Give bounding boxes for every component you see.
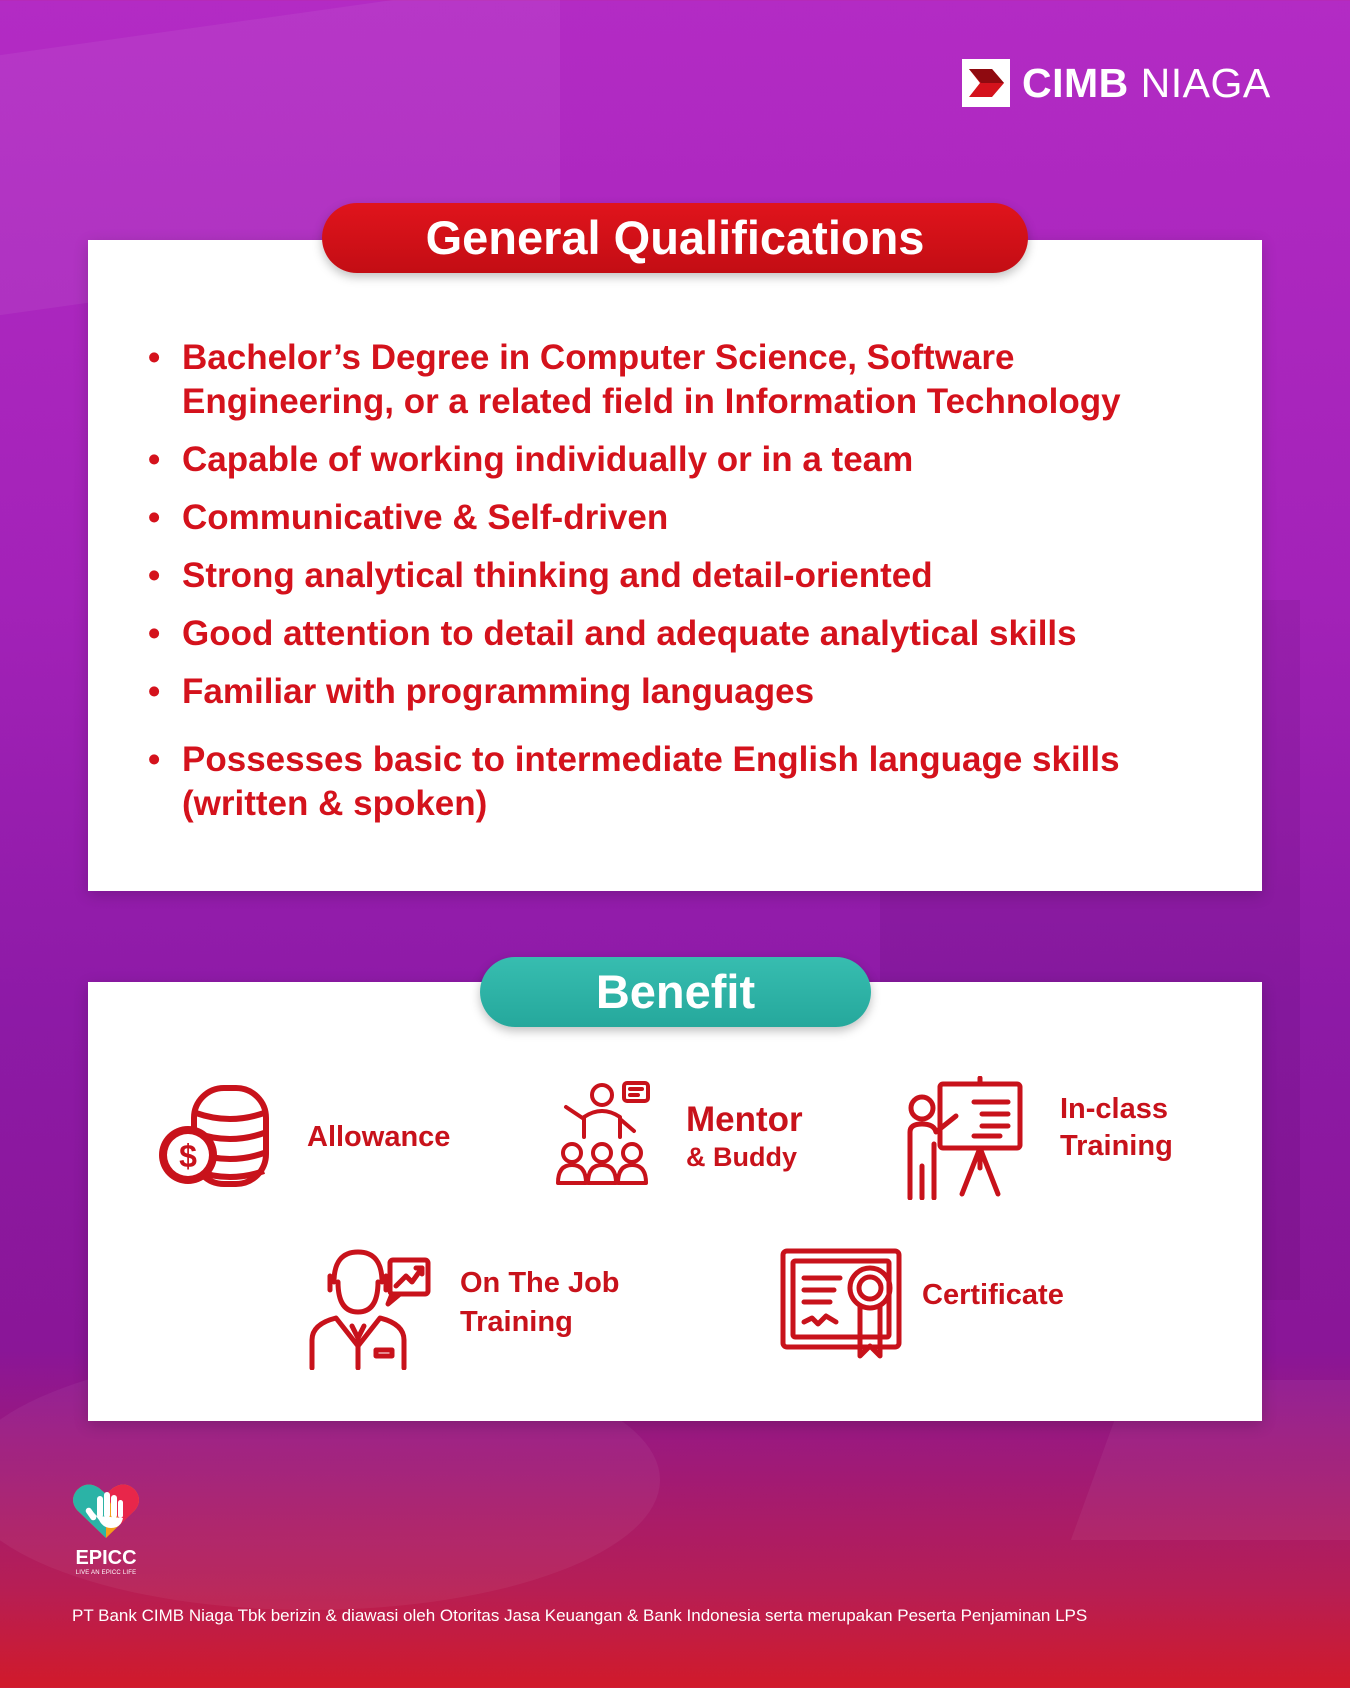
brand-name-light: NIAGA — [1140, 59, 1271, 106]
qualification-item — [148, 612, 1238, 656]
qualification-item — [148, 438, 1238, 482]
benefit-label: Training — [460, 1306, 573, 1338]
qualification-text: • Capable of working individually or in a team — [182, 440, 914, 479]
worker-chart-icon — [308, 1246, 434, 1370]
qualification-item — [148, 554, 1238, 598]
cimb-chevron-icon — [962, 59, 1010, 107]
qualification-text: • Strong analytical thinking and detail-oriented — [182, 556, 933, 595]
benefit-label: In-class — [1060, 1093, 1168, 1125]
qualification-text: • Bachelor’s Degree in Computer Science, Software — [182, 338, 1015, 377]
cimb-niaga-logo — [962, 58, 1271, 108]
qualification-text: (written & spoken) — [182, 784, 488, 823]
benefit-label: Training — [1060, 1130, 1173, 1162]
qualifications-list — [148, 336, 1238, 826]
epicc-tagline: LIVE AN EPICC LIFE — [75, 1570, 137, 1576]
qualification-text: • Good attention to detail and adequate analytical skills — [182, 614, 1077, 653]
qualification-text: Engineering, or a related field in Information Technology — [182, 382, 1121, 421]
qualification-item — [148, 670, 1238, 714]
qualification-text: • Possesses basic to intermediate English language skills — [182, 740, 1120, 779]
footer-disclaimer: PT Bank CIMB Niaga Tbk berizin & diawasi oleh Otoritas Jasa Keuangan & Bank Indonesia serta merupakan Peserta Penjaminan LPS — [72, 1606, 1088, 1625]
mentor-group-icon — [554, 1081, 654, 1186]
qualification-text: • Communicative & Self-driven — [182, 498, 669, 537]
epicc-title: EPICC — [75, 1547, 137, 1569]
brand-name — [1022, 59, 1271, 106]
qualification-text: • Familiar with programming languages — [182, 672, 815, 711]
coins-dollar-icon — [156, 1083, 270, 1189]
qualification-item — [148, 738, 1238, 826]
benefit-label: Certificate — [922, 1279, 1064, 1311]
presentation-board-icon — [900, 1076, 1026, 1200]
benefit-card — [88, 982, 1262, 1421]
benefit-label: & Buddy — [686, 1142, 797, 1172]
benefit-label: On The Job — [460, 1267, 620, 1299]
brand-name-bold: CIMB — [1022, 59, 1129, 106]
benefit-label: Mentor — [686, 1100, 803, 1139]
epicc-logo — [68, 1482, 144, 1576]
heart-hand-icon — [71, 1482, 141, 1540]
qualification-item — [148, 336, 1238, 424]
benefit-title: Benefit — [480, 957, 871, 1027]
qualifications-title: General Qualifications — [322, 203, 1028, 273]
qualification-item — [148, 496, 1238, 540]
benefit-label: Allowance — [307, 1121, 451, 1153]
svg-text:$: $ — [179, 1138, 197, 1174]
certificate-icon — [780, 1248, 904, 1360]
